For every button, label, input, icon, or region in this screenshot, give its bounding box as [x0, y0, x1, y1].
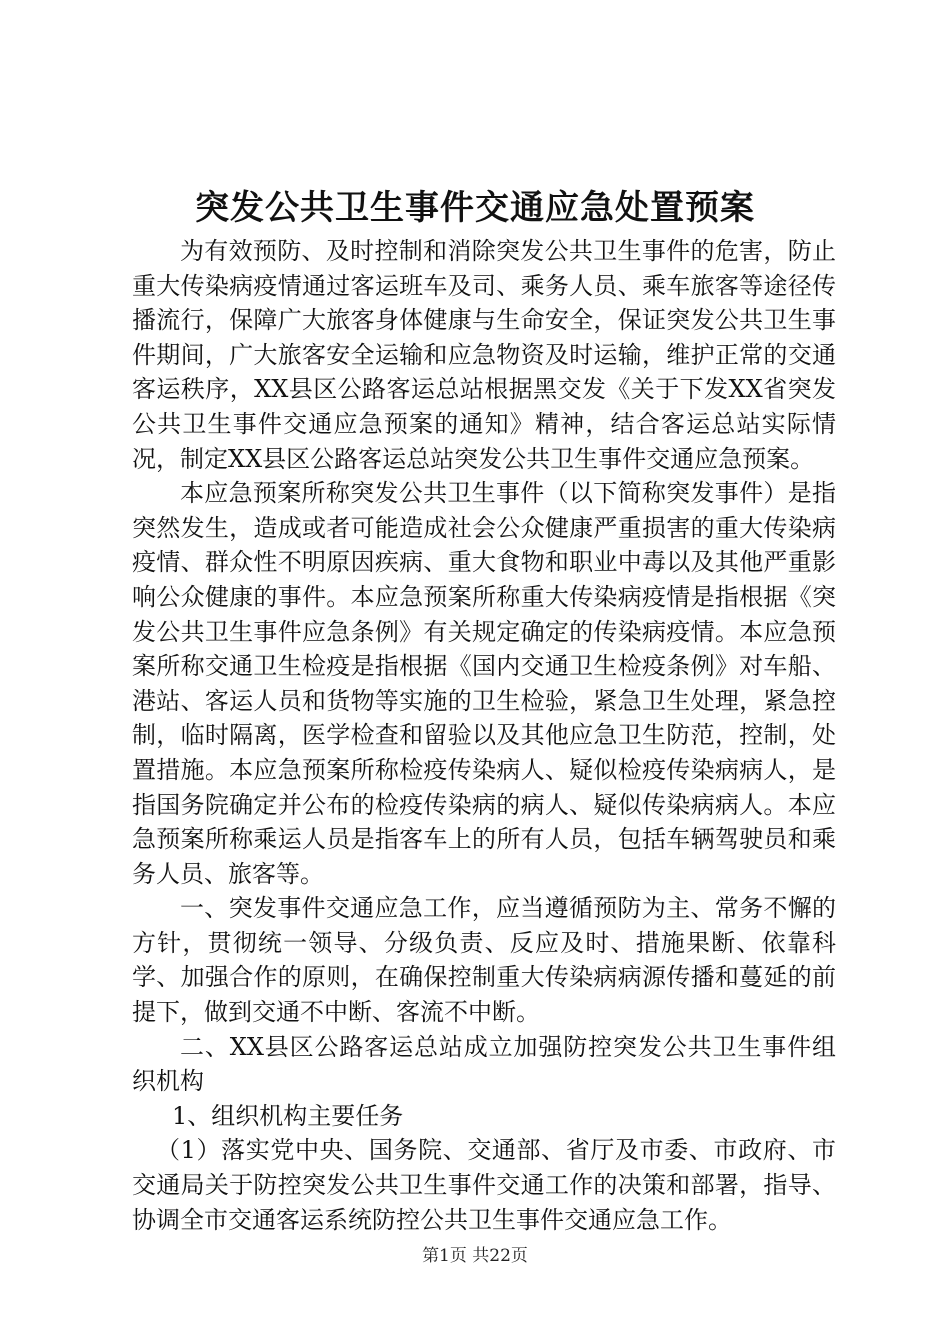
document-title: 突发公共卫生事件交通应急处置预案 [195, 188, 755, 228]
page-footer: 第1页 共22页 [422, 1246, 528, 1266]
paragraph-organization-heading: 二、XX县区公路客运总站成立加强防控突发公共卫生事件组织机构 [132, 1032, 836, 1096]
document-body [132, 234, 836, 1237]
paragraph-definitions: 本应急预案所称突发公共卫生事件（以下简称突发事件）是指突然发生，造成或者可能造成社会公众健康严重损害的重大传染病疫情、群众性不明原因疾病、重大食物和职业中毒以及其他严重影响公众健康的事件。本应急预案所称重大传染病疫情是指根据《突发公共卫生事件应急条例》有关规定确定的传染病疫情。本应急预案所称交通卫生检疫是指根据《国内交通卫生检疫条例》对车船、港站、客运人员和货物等实施的卫生检验，紧急卫生处理，紧急控制，临时隔离，医学检查和留验以及其他应急卫生防范，控制，处置措施。本应急预案所称检疫传染病人、疑似检疫传染病病人，是指国务院确定并公布的检疫传染病的病人、疑似传染病病人。本应急预案所称乘运人员是指客车上的所有人员，包括车辆驾驶员和乘务人员、旅客等。 [132, 479, 836, 888]
paragraph-principles: 一、突发事件交通应急工作，应当遵循预防为主、常务不懈的方针，贯彻统一领导、分级负责、反应及时、措施果断、依靠科学、加强合作的原则，在确保控制重大传染病病源传播和蔓延的前提下，做到交通不中断、客流不中断。 [132, 894, 836, 1027]
paragraph-intro: 为有效预防、及时控制和消除突发公共卫生事件的危害，防止重大传染病疫情通过客运班车及司、乘务人员、乘车旅客等途径传播流行，保障广大旅客身体健康与生命安全，保证突发公共卫生事件期间，广大旅客安全运输和应急物资及时运输，维护正常的交通客运秩序，XX县区公路客运总站根据黑交发《关于下发XX省突发公共卫生事件交通应急预案的通知》精神，结合客运总站实际情况，制定XX县区公路客运总站突发公共卫生事件交通应急预案。 [132, 237, 836, 473]
paragraph-task-1: （1）落实党中央、国务院、交通部、省厅及市委、市政府、市交通局关于防控突发公共卫生事件交通工作的决策和部署，指导、协调全市交通客运系统防控公共卫生事件交通应急工作。 [132, 1136, 836, 1234]
paragraph-tasks-heading: 1、组织机构主要任务 [172, 1101, 404, 1130]
